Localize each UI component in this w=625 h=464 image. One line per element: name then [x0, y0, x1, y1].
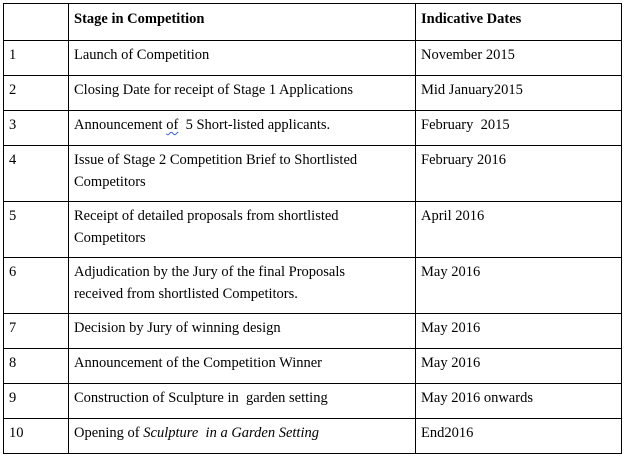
row-date: May 2016 [416, 258, 622, 314]
table-row [4, 419, 622, 454]
stage-line: Adjudication by the Jury of the final Proposals [74, 264, 346, 280]
row-date: May 2016 onwards [416, 384, 622, 419]
row-date: February 2016 [416, 146, 622, 202]
stage-text: Announcement [74, 117, 167, 133]
row-number: 4 [4, 146, 69, 202]
table-row [4, 202, 622, 258]
stage-line: Competitors [74, 174, 146, 190]
header-dates: Indicative Dates [416, 4, 622, 41]
table-row [4, 258, 622, 314]
row-stage: Announcement of the Competition Winner [69, 349, 416, 384]
row-stage: Closing Date for receipt of Stage 1 Applications [69, 76, 416, 111]
table-row [4, 384, 622, 419]
row-number: 9 [4, 384, 69, 419]
row-date: Mid January2015 [416, 76, 622, 111]
row-stage [69, 258, 416, 314]
row-date: End2016 [416, 419, 622, 454]
row-number: 6 [4, 258, 69, 314]
row-number: 2 [4, 76, 69, 111]
row-date: February 2015 [416, 111, 622, 146]
competition-schedule-table [3, 3, 622, 454]
table-row [4, 76, 622, 111]
row-number: 1 [4, 41, 69, 76]
stage-text: 5 Short-listed applicants. [178, 117, 331, 133]
table-row [4, 146, 622, 202]
stage-line: Issue of Stage 2 Competition Brief to Shortlisted [74, 152, 358, 168]
row-number: 5 [4, 202, 69, 258]
spellcheck-flagged-word: of [166, 117, 179, 133]
stage-italic-title: Sculpture in a Garden Setting [143, 425, 319, 441]
row-stage [69, 111, 416, 146]
row-number: 8 [4, 349, 69, 384]
row-stage [69, 146, 416, 202]
row-date: April 2016 [416, 202, 622, 258]
stage-line: received from shortlisted Competitors. [74, 286, 298, 302]
row-number: 7 [4, 314, 69, 349]
row-date: May 2016 [416, 349, 622, 384]
stage-text: Opening of [74, 425, 144, 441]
row-date: November 2015 [416, 41, 622, 76]
table-row [4, 111, 622, 146]
stage-line: Competitors [74, 230, 146, 246]
row-stage: Decision by Jury of winning design [69, 314, 416, 349]
table-header-row [4, 4, 622, 41]
row-number: 3 [4, 111, 69, 146]
table-row [4, 349, 622, 384]
row-number: 10 [4, 419, 69, 454]
row-stage: Construction of Sculpture in garden setting [69, 384, 416, 419]
table-row [4, 314, 622, 349]
row-stage [69, 202, 416, 258]
header-stage: Stage in Competition [69, 4, 416, 41]
table-row [4, 41, 622, 76]
row-date: May 2016 [416, 314, 622, 349]
stage-line: Receipt of detailed proposals from shortlisted [74, 208, 339, 224]
header-number [4, 4, 69, 41]
row-stage [69, 419, 416, 454]
row-stage: Launch of Competition [69, 41, 416, 76]
